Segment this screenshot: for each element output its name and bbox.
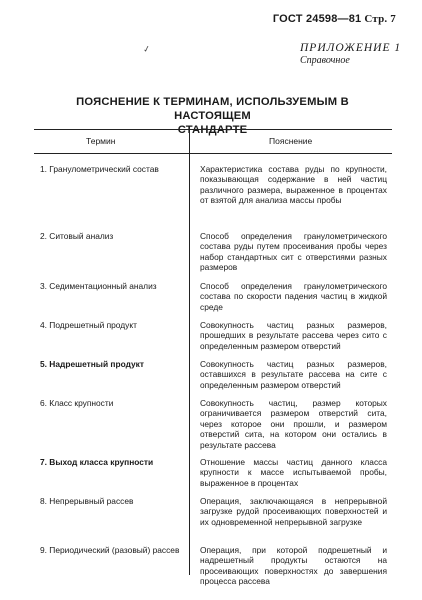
explanation-cell: Способ определения гранулометрического состава по скорости падения частиц в жидкой среде	[200, 281, 387, 312]
term-cell: 5. Надрешетный продукт	[40, 359, 144, 369]
title-line-2: СТАНДАРТЕ	[177, 124, 248, 136]
explanation-cell: Совокупность частиц, размер которых ограничивается размером отверстий сита, через которое они прошли, и размером отверстий сита, на котором они остались в результате рассева	[200, 398, 387, 450]
appendix-title: ПРИЛОЖЕНИЕ 1	[300, 42, 402, 54]
table-row	[34, 281, 392, 313]
explanation-cell: Способ определения гранулометрического состава руды путем просеивания пробы через набор стандартных сит с отверстиями разных размеров	[200, 231, 387, 273]
term-cell: 1. Гранулометрический состав	[40, 164, 159, 174]
explanation-cell: Совокупность частиц разных размеров, прошедших в результате рассева через сито с определенным размером отверстий	[200, 320, 387, 351]
column-header-term: Термин	[86, 136, 116, 146]
table-row	[34, 545, 392, 589]
appendix-subtitle: Справочное	[300, 55, 350, 66]
term-cell: 4. Подрешетный продукт	[40, 320, 137, 330]
page-header	[273, 13, 396, 25]
table-row	[34, 231, 392, 274]
handwritten-mark: ✓	[141, 43, 152, 55]
explanation-cell: Операция, при которой подрешетный и надрешетный продукты остаются на просеивающих поверхностях до завершения процесса рассева	[200, 545, 387, 587]
explanation-cell: Отношение массы частиц данного класса крупности к массе испытываемой пробы, выраженное в процентах	[200, 457, 387, 488]
column-header-explanation: Пояснение	[269, 136, 313, 146]
table-body	[34, 164, 392, 596]
title-line-1: ПОЯСНЕНИЕ К ТЕРМИНАМ, ИСПОЛЬЗУЕМЫМ В НАСТОЯЩЕМ	[76, 96, 349, 122]
term-cell: 8. Непрерывный рассев	[40, 496, 134, 506]
explanation-cell: Операция, заключающаяся в непрерывной загрузке рудой просеивающих поверхностей и их одновременной непрерывной загрузке	[200, 496, 387, 527]
table-top-rule	[34, 129, 392, 130]
term-cell: 6. Класс крупности	[40, 398, 114, 408]
table-row	[34, 359, 392, 391]
term-cell: 9. Периодический (разовый) рассев	[40, 545, 180, 555]
term-cell: 2. Ситовый анализ	[40, 231, 114, 241]
table-row	[34, 320, 392, 352]
table-row	[34, 164, 392, 224]
table-row	[34, 496, 392, 538]
page-number: Стр. 7	[364, 13, 396, 25]
table-header-rule	[34, 153, 392, 154]
explanation-cell: Совокупность частиц разных размеров, оставшихся в результате рассева на сите с определенным размером отверстий	[200, 359, 387, 390]
explanation-cell: Характеристика состава руды по крупности, показывающая содержание в ней частиц различного размера, выраженное в процентах от взятой для анализа массы пробы	[200, 164, 387, 206]
term-cell: 7. Выход класса крупности	[40, 457, 154, 467]
terms-table	[34, 129, 392, 592]
table-row	[34, 398, 392, 450]
table-row	[34, 457, 392, 489]
standard-number: ГОСТ 24598—81	[272, 13, 362, 25]
term-cell: 3. Седиментационный анализ	[40, 281, 157, 291]
